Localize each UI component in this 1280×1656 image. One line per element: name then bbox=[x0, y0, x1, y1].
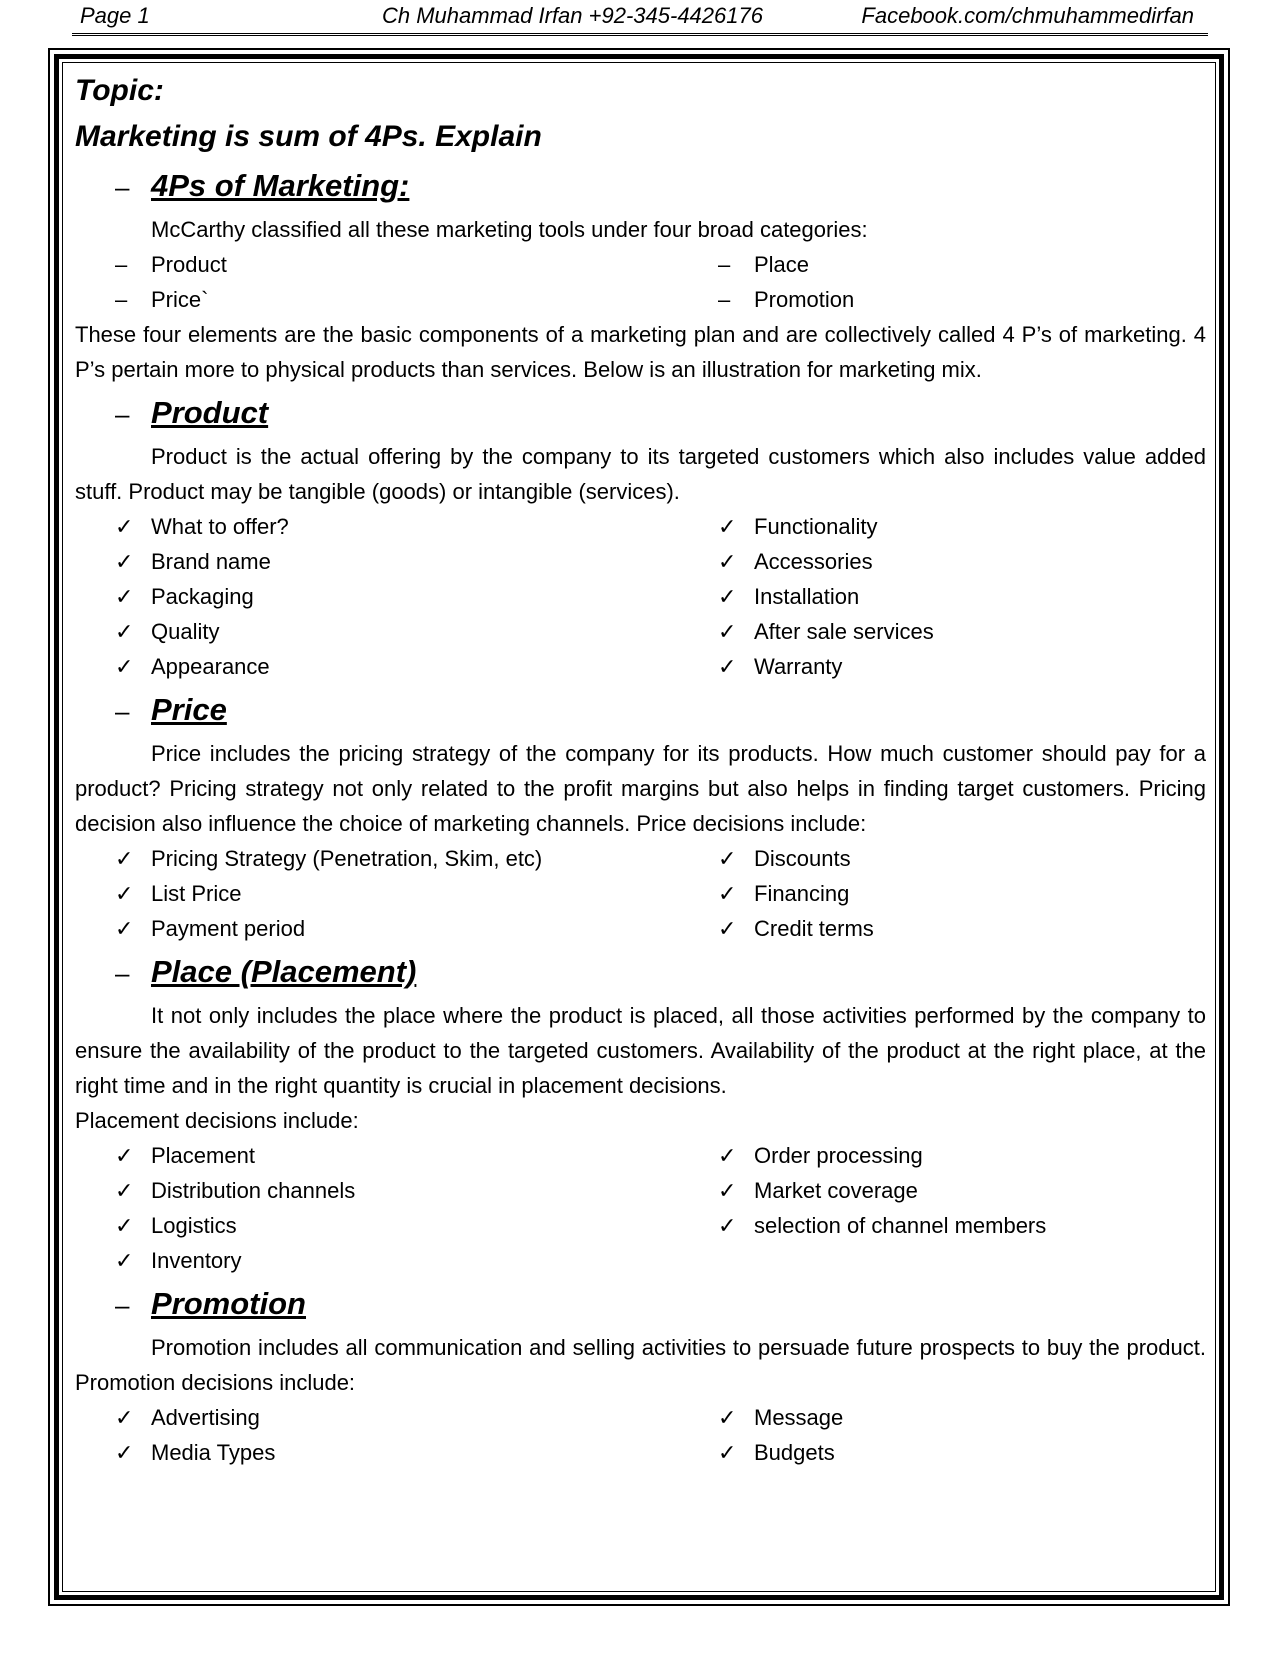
heading-text: Promotion bbox=[151, 1286, 306, 1321]
check-icon: ✓ bbox=[115, 514, 134, 539]
check-icon: ✓ bbox=[115, 1178, 134, 1203]
list-item: – Promotion bbox=[678, 282, 1206, 317]
check-icon: ✓ bbox=[115, 654, 134, 679]
list-item: ✓ Packaging bbox=[75, 579, 678, 614]
list-item: ✓ Pricing Strategy (Penetration, Skim, etc) bbox=[75, 841, 678, 876]
list-item: – Price` bbox=[75, 282, 678, 317]
check-icon: ✓ bbox=[115, 584, 134, 609]
list-item: – Product bbox=[75, 247, 678, 282]
list-item: ✓ Logistics bbox=[75, 1208, 678, 1243]
list-item: ✓ Warranty bbox=[678, 649, 1206, 684]
fourps-intro: McCarthy classified all these marketing tools under four broad categories: bbox=[151, 217, 868, 242]
section-heading-price bbox=[75, 684, 1206, 736]
list-item: ✓ Budgets bbox=[678, 1435, 1206, 1470]
list-item: ✓ Credit terms bbox=[678, 911, 1206, 946]
product-checklist bbox=[75, 509, 1206, 684]
promotion-paragraph: Promotion includes all communication and selling activities to persuade future prospects to buy the product. Promotion decisions include: bbox=[75, 1335, 1206, 1395]
place-paragraph-2: Placement decisions include: bbox=[75, 1108, 359, 1133]
list-item: ✓ Market coverage bbox=[678, 1173, 1206, 1208]
list-item: ✓ Brand name bbox=[75, 544, 678, 579]
check-icon: ✓ bbox=[718, 1405, 737, 1430]
list-item: ✓ After sale services bbox=[678, 614, 1206, 649]
page-number: Page 1 bbox=[80, 3, 150, 28]
dash-bullet: – bbox=[115, 252, 128, 277]
heading-text: 4Ps of Marketing: bbox=[151, 168, 410, 203]
check-icon: ✓ bbox=[718, 584, 737, 609]
check-icon: ✓ bbox=[115, 916, 134, 941]
check-icon: ✓ bbox=[718, 1143, 737, 1168]
place-paragraph: It not only includes the place where the product is placed, all those activities performed by the company to ensure the availability of the product to the targeted customers. Availability of the product at the right place, at the right time and in the right quantity is crucial in placement decisions. bbox=[75, 1003, 1206, 1098]
check-icon: ✓ bbox=[115, 881, 134, 906]
list-item: – Place bbox=[678, 247, 1206, 282]
dash-bullet: – bbox=[115, 172, 130, 202]
list-item: ✓ Quality bbox=[75, 614, 678, 649]
dash-bullet: – bbox=[718, 252, 731, 277]
page-header bbox=[72, 0, 1208, 36]
list-item: ✓ Media Types bbox=[75, 1435, 678, 1470]
product-paragraph: Product is the actual offering by the company to its targeted customers which also includes value added stuff. Product may be tangible (goods) or intangible (services). bbox=[75, 444, 1206, 504]
heading-text: Place (Placement) bbox=[151, 954, 417, 989]
list-item: ✓ Appearance bbox=[75, 649, 678, 684]
check-icon: ✓ bbox=[718, 549, 737, 574]
check-icon: ✓ bbox=[718, 846, 737, 871]
fourps-list bbox=[75, 247, 1206, 317]
check-icon: ✓ bbox=[718, 619, 737, 644]
price-paragraph: Price includes the pricing strategy of the company for its products. How much customer should pay for a product? Pricing strategy not only related to the profit margins but also helps in finding target customers. Pricing decision also influence the choice of marketing channels. Price decisions include: bbox=[75, 741, 1206, 836]
topic-label: Topic: bbox=[75, 74, 164, 107]
dash-bullet: – bbox=[115, 696, 130, 726]
list-item: ✓ List Price bbox=[75, 876, 678, 911]
list-item: ✓ Advertising bbox=[75, 1400, 678, 1435]
fourps-paragraph: These four elements are the basic components of a marketing plan and are collectively called 4 P’s of marketing. 4 P’s pertain more to physical products than services. Below is an illustration for marketing mix. bbox=[75, 322, 1206, 382]
document-body bbox=[75, 68, 1206, 1470]
check-icon: ✓ bbox=[115, 1143, 134, 1168]
check-icon: ✓ bbox=[718, 1440, 737, 1465]
dash-bullet: – bbox=[718, 287, 731, 312]
list-item: ✓ Order processing bbox=[678, 1138, 1206, 1173]
check-icon: ✓ bbox=[718, 881, 737, 906]
list-item: ✓ Accessories bbox=[678, 544, 1206, 579]
check-icon: ✓ bbox=[115, 846, 134, 871]
list-item: ✓ Distribution channels bbox=[75, 1173, 678, 1208]
list-item: ✓ Message bbox=[678, 1400, 1206, 1435]
list-item: ✓ Functionality bbox=[678, 509, 1206, 544]
check-icon: ✓ bbox=[115, 619, 134, 644]
check-icon: ✓ bbox=[718, 1178, 737, 1203]
topic-question: Marketing is sum of 4Ps. Explain bbox=[75, 120, 542, 153]
list-item: ✓ Financing bbox=[678, 876, 1206, 911]
list-item: ✓ What to offer? bbox=[75, 509, 678, 544]
check-icon: ✓ bbox=[718, 1213, 737, 1238]
check-icon: ✓ bbox=[115, 1248, 134, 1273]
section-heading-promotion bbox=[75, 1278, 1206, 1330]
list-item: ✓ Placement bbox=[75, 1138, 678, 1173]
list-item: ✓ Inventory bbox=[75, 1243, 678, 1278]
dash-bullet: – bbox=[115, 287, 128, 312]
list-item: ✓ Installation bbox=[678, 579, 1206, 614]
list-item: ✓ Discounts bbox=[678, 841, 1206, 876]
check-icon: ✓ bbox=[718, 514, 737, 539]
price-checklist bbox=[75, 841, 1206, 946]
check-icon: ✓ bbox=[115, 549, 134, 574]
section-heading-4ps bbox=[75, 160, 1206, 212]
section-heading-place bbox=[75, 946, 1206, 998]
check-icon: ✓ bbox=[718, 916, 737, 941]
place-checklist bbox=[75, 1138, 1206, 1278]
list-item: ✓ Payment period bbox=[75, 911, 678, 946]
author-contact: Ch Muhammad Irfan +92-345-4426176 bbox=[382, 3, 763, 28]
section-heading-product bbox=[75, 387, 1206, 439]
dash-bullet: – bbox=[115, 958, 130, 988]
heading-text: Price bbox=[151, 692, 227, 727]
promotion-checklist bbox=[75, 1400, 1206, 1470]
list-item: ✓ selection of channel members bbox=[678, 1208, 1206, 1243]
check-icon: ✓ bbox=[718, 654, 737, 679]
dash-bullet: – bbox=[115, 1290, 130, 1320]
check-icon: ✓ bbox=[115, 1440, 134, 1465]
dash-bullet: – bbox=[115, 399, 130, 429]
heading-text: Product bbox=[151, 395, 269, 430]
check-icon: ✓ bbox=[115, 1213, 134, 1238]
check-icon: ✓ bbox=[115, 1405, 134, 1430]
facebook-link: Facebook.com/chmuhammedirfan bbox=[861, 3, 1194, 28]
